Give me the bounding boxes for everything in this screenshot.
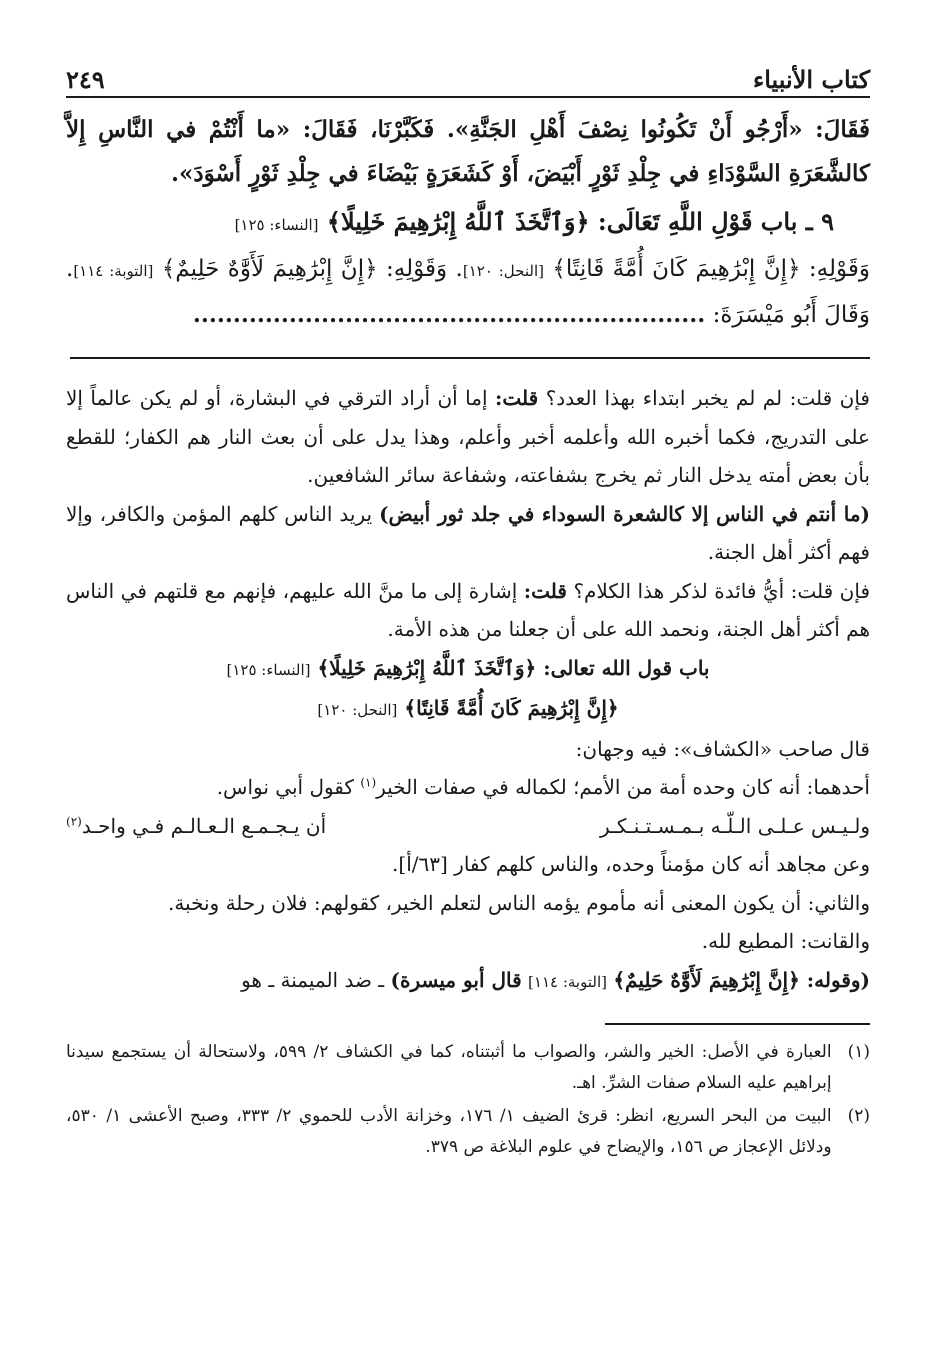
commentary-para-2 [66,495,870,572]
hadith-paragraph: فَقَالَ: «أَرْجُو أَنْ تَكُونُوا نِصْفَ أَهْلِ الجَنَّةِ». فَكَبَّرْنَا، فَقَالَ: «ما أَنْتُمْ في النَّاسِ إِلاَّ كالشَّعَرَةِ السَّوْدَاءِ في جِلْدِ ثَوْرٍ أَبْيَضَ، أَوْ كَشَعَرَةٍ بَيْضَاءَ في جِلْدِ ثَوْرٍ أَسْوَدَ». [66,116,870,187]
footnote-number: (١) [847,1042,870,1062]
chapter-ref-2: [النحل: ١٢٠] [317,701,398,719]
chapter-heading: باب قول الله تعالى: ﴿وَٱتَّخَذَ ٱللَّهُ إِبْرَٰهِيمَ خَلِيلًا﴾ [317,655,710,680]
verse-hemistich-2: أن يـجـمـع الـعـالـم فـي واحـد [81,813,327,838]
page-number: ٢٤٩ [66,65,105,94]
poetry-verse [66,807,870,846]
quoted-phrase: (ما أنتم في الناس إلا كالشعرة السوداء في جلد ثور أبيض) [379,501,870,526]
book-title: كتاب الأنبياء [752,65,870,94]
commentary-para-3 [66,572,870,649]
commentary-para-6: وعن مجاهد أنه كان مؤمناً وحده، والناس كلهم كفار [٦٣/أ]. [392,852,870,876]
quoted-phrase: قال أبو ميسرة) [390,967,522,992]
chapter-9-ref: [النساء: ١٢٥] [234,216,319,234]
chapter-9-body [66,247,870,337]
commentary-para-7: والثاني: أن يكون المعنى أنه مأموم يؤمه الناس لتعلم الخير، كقولهم: فلان رحلة ونخبة. [167,890,870,915]
book-page [66,56,870,1165]
verse-quote-2: . وَقَوْلِهِ: ﴿إِنَّ إِبْرَٰهِيمَ لَأَوَّٰهٌ حَلِيمٌ﴾ [161,256,463,282]
commentary-para-1 [66,379,870,495]
text-separator [70,357,870,359]
explanation-text: يريد الناس كلهم المؤمن والكافر، وإلا فهم أكثر أهل الجنة. [66,501,870,564]
hadith-text [66,108,870,337]
explanation-text: ـ ضد الميمنة ـ هو [241,967,385,992]
footnote-marker-2: (٢) [66,813,82,828]
first-aspect-text: أحدهما: أنه كان وحده أمة من الأمم؛ لكماله في صفات الخير [376,775,870,799]
verse-ref: [التوبة: ١١٤] [528,972,607,991]
answer-label: قلت: [523,578,567,603]
quoted-verse: (وقوله: ﴿إِنَّ إِبْرَٰهِيمَ لَأَوَّٰهٌ حَلِيمٌ﴾ [613,967,870,992]
abu-maysara-line: . وَقَالَ أَبُو مَيْسَرَةَ: [66,256,870,328]
chapter-9-title [66,200,870,247]
answer-text: إشارة إلى ما منَّ الله عليهم، فإنهم مع قلتهم في الناس هم أكثر أهل الجنة، ونحمد الله على أن جعلنا من هذه الأمة. [66,578,870,641]
verse-ref-1: [النحل: ١٢٠] [462,262,544,280]
commentary-para-8: والقانت: المطيع لله. [701,929,870,953]
footnote-text: العبارة في الأصل: الخير والشر، والصواب ما أثبتناه، كما في الكشاف ٢/ ٥٩٩، ولاستحالة أن يستجمع سيدنا إبراهيم عليه السلام صفات الشرِّ. اهـ. [66,1042,832,1093]
verse-hemistich-1: ولـيـس عـلـى الـلّـه بـمـسـتـنـكـر [599,813,870,838]
chapter-9-heading: ٩ ـ باب قَوْلِ اللَّهِ تَعَالَى: ﴿وَٱتَّخَذَ ٱللَّهُ إِبْرَٰهِيمَ خَلِيلًا﴾ [326,207,834,236]
chapter-ref-1: [النساء: ١٢٥] [226,660,311,679]
commentary-para-9 [66,961,870,1002]
commentary-para-4: قال صاحب «الكشاف»: فيه وجهان: [575,736,870,761]
poet-reference: كقول أبي نواس. [216,775,354,799]
question-text: فإن قلت: لم لم يخبر ابتداء بهذا العدد؟ [545,386,870,410]
commentary-chapter-verse [66,689,870,730]
footnote-1 [66,1037,870,1099]
footnote-marker-1: (١) [360,775,377,790]
footnote-text: البيت من البحر السريع، انظر: قرئ الضيف ١/ ١٧٦، وخزانة الأدب للحموي ٢/ ٣٣٣، وصبح الأعشى ١/ ٥٣٠، ودلائل الإعجاز ص ١٥٦، والإيضاح في علوم البلاغة ص ٣٧٩. [66,1106,832,1157]
footnote-separator [605,1023,870,1025]
answer-label: قلت: [495,386,539,410]
question-text: فإن قلت: أيُّ فائدة لذكر هذا الكلام؟ [573,578,871,603]
footnotes [66,1037,870,1163]
verse-ref-2: [التوبة: ١١٤] [73,262,154,280]
ellipsis-dots: ................................................................ [192,301,706,328]
verse-hemistich-2-wrap [66,807,326,846]
answer-text: إما أن أراد الترقي في البشارة، أو لم يكن عالماً إلا على التدريج، فكما أخبره الله وأعلمه أخبر وأعلم، وهذا يدل على أن بعث النار هم الكفار؛ للقطع بأن بعض أمته يدخل النار ثم يخرج بشفاعته، وشفاعة سائر الشافعين. [66,386,870,487]
commentary-para-5 [66,768,870,807]
commentary-chapter-title [66,649,870,690]
commentary [66,379,870,1001]
chapter-verse-2: ﴿إِنَّ إِبْرَٰهِيمَ كَانَ أُمَّةً قَانِتًا﴾ [404,696,619,720]
verse-quote-1: وَقَوْلِهِ: ﴿إِنَّ إِبْرَٰهِيمَ كَانَ أُمَّةً قَانِتًا﴾ [552,256,870,282]
footnote-number: (٢) [847,1106,870,1126]
page-header [66,56,870,98]
footnote-2 [66,1101,870,1163]
